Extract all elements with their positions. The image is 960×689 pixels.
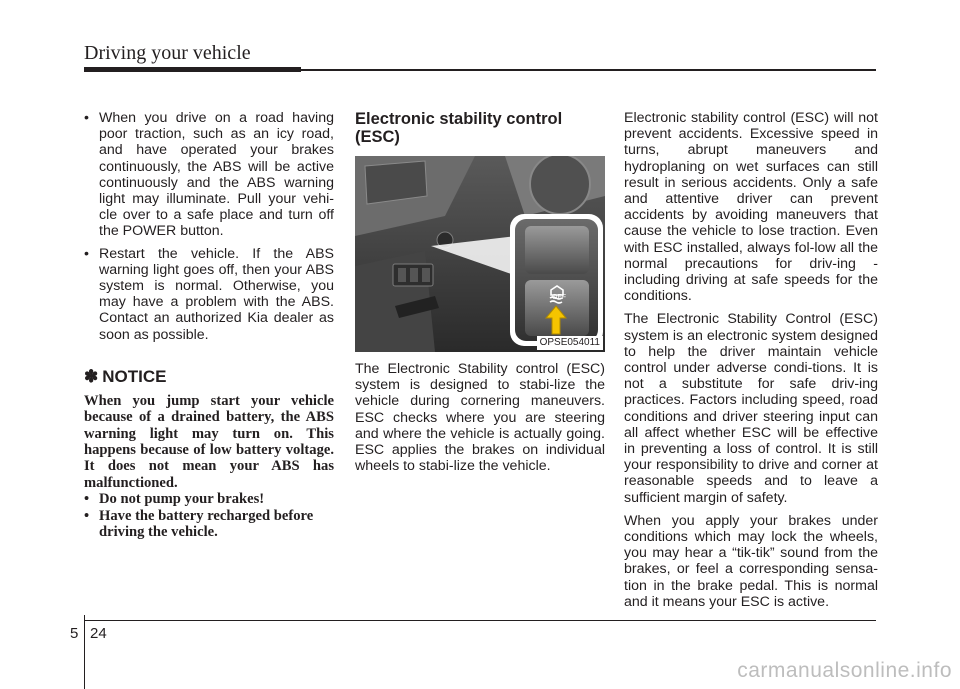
list-item: • Restart the vehicle. If the ABS warning light goes off, then your ABS system is normal. Otherwise, you may have a problem with the ABS. Contact an authorized Kia dealer as soon as possible. bbox=[84, 246, 334, 343]
list-item: • Do not pump your brakes! bbox=[84, 491, 334, 507]
watermark: carmanualsonline.info bbox=[737, 659, 952, 682]
notice-heading bbox=[84, 367, 334, 387]
list-item: • Have the battery recharged before driving the vehicle. bbox=[84, 508, 334, 541]
column-2 bbox=[355, 110, 605, 481]
page-header-title: Driving your vehicle bbox=[84, 42, 251, 64]
chapter-number: 5 bbox=[70, 625, 79, 642]
header-rule-thin bbox=[301, 69, 876, 71]
notice-list bbox=[84, 491, 334, 540]
esc-section-heading: Electronic stability control (ESC) bbox=[355, 110, 563, 146]
notice-body: When you jump start your vehicle because of a drained battery, the ABS warning light may turn on. This happens because of low battery voltage. It does not mean your ABS has malfunctioned. bbox=[84, 392, 334, 491]
column-3 bbox=[624, 110, 878, 617]
abs-bullet-list bbox=[84, 110, 334, 343]
esc-switch-figure bbox=[355, 156, 605, 352]
figure-caption: OPSE054011 bbox=[537, 336, 603, 350]
page-number: 24 bbox=[90, 625, 107, 642]
list-item: • When you drive on a road having poor traction, such as an icy road, and have operated your brakes continuously, the ABS will be active continuously and the ABS warning light may illuminate. Pull your vehi-cle over to a safe place and turn off the POWER button. bbox=[84, 110, 334, 240]
notice-star-icon: ✽ bbox=[84, 366, 99, 386]
column-1 bbox=[84, 110, 334, 541]
header-rule-thick bbox=[84, 67, 301, 72]
footer-rule bbox=[84, 620, 876, 621]
dashboard-illustration bbox=[355, 156, 605, 352]
paragraph: The Electronic Stability Control (ESC) system is an electronic system designed to help the driver maintain vehicle control under adverse condi-tions. It is not a substitute for safe driv-ing practices. Factors including speed, road conditions and driver steering input can all affect whether ESC will be effective in preventing a loss of control. It is still your responsibility to drive and corner at reasonable speeds and to leave a sufficient margin of safety. bbox=[624, 311, 878, 506]
paragraph: When you apply your brakes under conditions which may lock the wheels, you may hear a “tik-tik” sound from the brakes, or feel a corresponding sensa-tion in the brake pedal. This is normal and it means your ESC is active. bbox=[624, 512, 878, 610]
footer-divider bbox=[84, 615, 85, 689]
notice-heading-text: NOTICE bbox=[102, 366, 167, 386]
paragraph: Electronic stability control (ESC) will not prevent accidents. Excessive speed in turns, abrupt maneuvers and hydroplaning on wet surfaces can still result in serious accidents. Only a safe and attentive driver can prevent accidents by avoiding maneuvers that cause the vehicle to lose traction. Even with ESC installed, always fol-low all the normal precautions for driv-ing - including driving at safe speeds for the conditions. bbox=[624, 110, 878, 305]
esc-description: The Electronic Stability control (ESC) system is designed to stabi-lize the vehicle during cornering maneuvers. ESC checks where you are steering and where the vehicle is actually going. ESC applies the brakes on individual wheels to stabi-lize the vehicle. bbox=[355, 361, 605, 475]
esc-off-label: OFF bbox=[552, 294, 566, 301]
